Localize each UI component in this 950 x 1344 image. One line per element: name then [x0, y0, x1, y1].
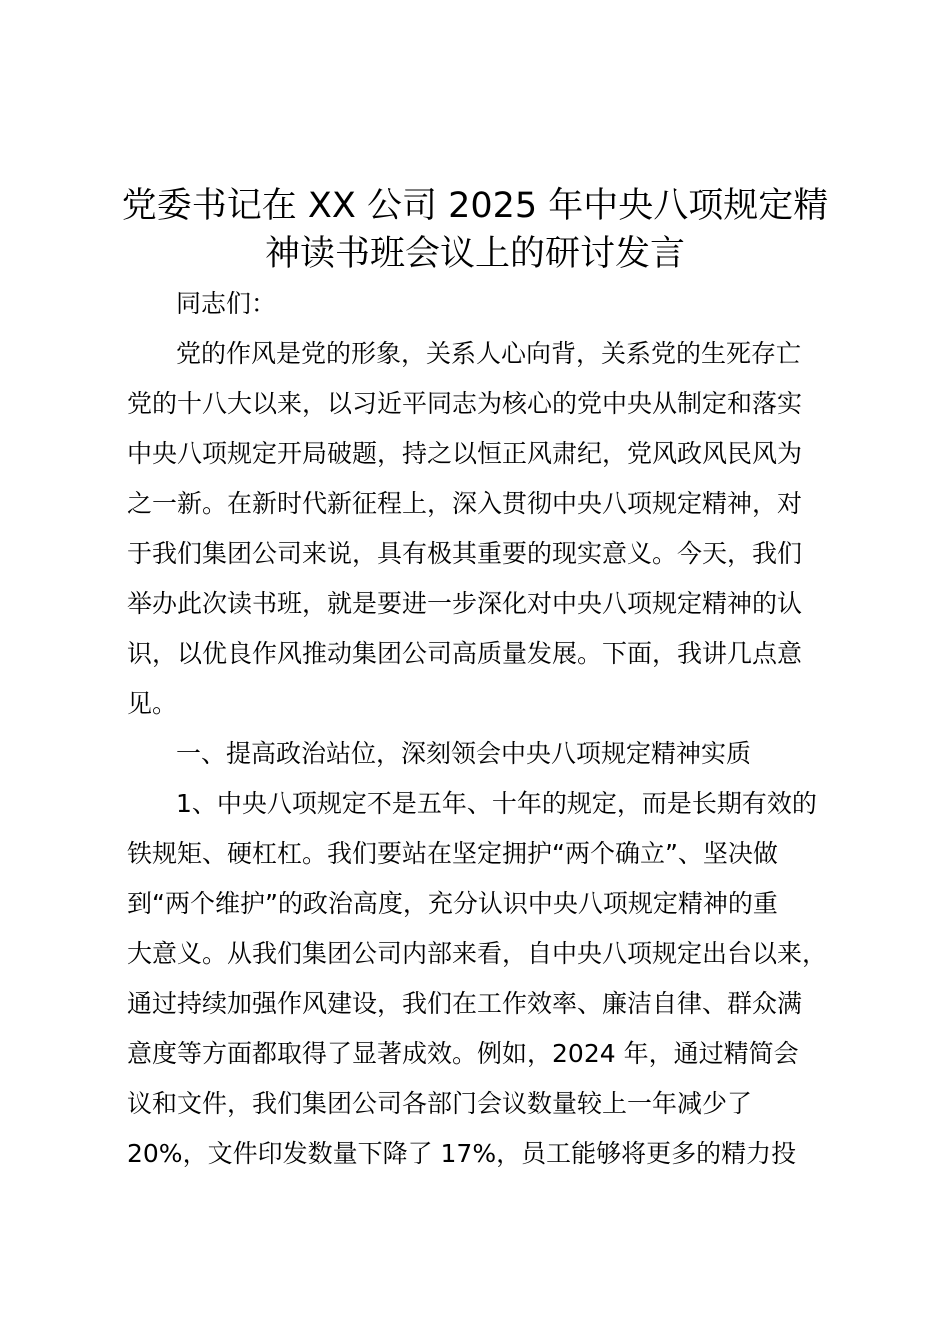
paragraph-1-line-2: 党的十八大以来，以习近平同志为核心的党中央从制定和落实 — [127, 389, 803, 418]
paragraph-1-line-5: 于我们集团公司来说，具有极其重要的现实意义。今天，我们 — [127, 539, 803, 568]
paragraph-1-line-7: 识，以优良作风推动集团公司高质量发展。下面，我讲几点意 — [127, 639, 803, 668]
paragraph-2-line-2: 铁规矩、硬杠杠。我们要站在坚定拥护“两个确立”、坚决做 — [127, 839, 778, 868]
paragraph-1-line-6: 举办此次读书班，就是要进一步深化对中央八项规定精神的认 — [127, 589, 803, 618]
paragraph-2-line-5: 通过持续加强作风建设，我们在工作效率、廉洁自律、群众满 — [127, 989, 803, 1018]
paragraph-1-line-1: 党的作风是党的形象，关系人心向背，关系党的生死存亡 — [176, 339, 802, 368]
salutation: 同志们： — [176, 289, 277, 318]
paragraph-1-line-3: 中央八项规定开局破题，持之以恒正风肃纪，党风政风民风为 — [127, 439, 803, 468]
paragraph-2-line-1: 1、中央八项规定不是五年、十年的规定，而是长期有效的 — [176, 789, 817, 818]
paragraph-2-line-7: 议和文件，我们集团公司各部门会议数量较上一年减少了 — [127, 1089, 753, 1118]
paragraph-1-line-4: 之一新。在新时代新征程上，深入贯彻中央八项规定精神，对 — [127, 489, 803, 518]
paragraph-2-line-8: 20%，文件印发数量下降了 17%，员工能够将更多的精力投 — [127, 1139, 797, 1168]
document-title-line-1: 党委书记在 XX 公司 2025 年中央八项规定精 — [121, 186, 829, 226]
paragraph-2-line-4: 大意义。从我们集团公司内部来看，自中央八项规定出台以来， — [127, 939, 828, 968]
section-1-heading: 一、提高政治站位，深刻领会中央八项规定精神实质 — [176, 739, 752, 768]
paragraph-2-line-3: 到“两个维护”的政治高度，充分认识中央八项规定精神的重 — [127, 889, 778, 918]
paragraph-1-line-8: 见。 — [127, 689, 178, 718]
paragraph-2-line-6: 意度等方面都取得了显著成效。例如，2024 年，通过精简会 — [127, 1039, 799, 1068]
document-title-line-2: 神读书班会议上的研讨发言 — [264, 234, 685, 274]
